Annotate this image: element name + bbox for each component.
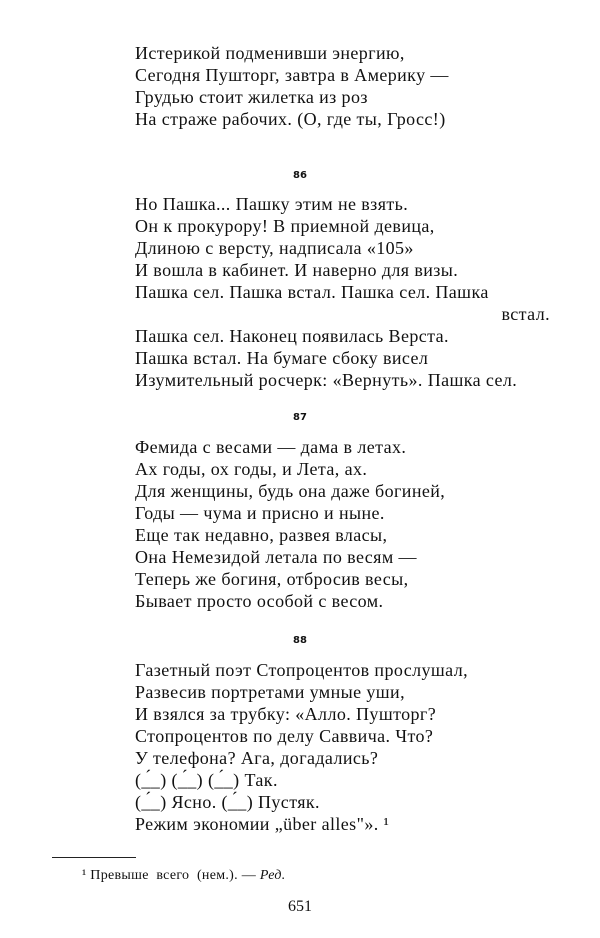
section-number: 88 bbox=[293, 635, 307, 646]
section-number: 86 bbox=[293, 170, 307, 181]
verse-line: Грудью стоит жилетка из роз bbox=[135, 87, 368, 107]
stanza-top bbox=[135, 42, 550, 130]
verse-line: Истерикой подменивши энергию, bbox=[135, 43, 405, 63]
verse-line: Изумительный росчерк: «Вернуть». Пашка сел. bbox=[135, 370, 518, 390]
verse-line: Для женщины, будь она даже богиней, bbox=[135, 481, 446, 501]
footnote-text: ¹ Превыше всего (нем.). — bbox=[82, 868, 260, 883]
footnote bbox=[82, 868, 286, 884]
stanza-86 bbox=[135, 193, 550, 391]
verse-line: И взялся за трубку: «Алло. Пушторг? bbox=[135, 704, 437, 724]
verse-line: На страже рабочих. (О, где ты, Гросс!) bbox=[135, 109, 446, 129]
verse-line: Пашка сел. Пашка встал. Пашка сел. Пашка bbox=[135, 282, 489, 302]
verse-line: Стопроцентов по делу Саввича. Что? bbox=[135, 726, 434, 746]
verse-line: (_́_) (_́_) (_́_) Так. bbox=[135, 770, 278, 790]
verse-line: Развесив портретами умные уши, bbox=[135, 682, 405, 702]
verse-line: Она Немезидой летала по весям — bbox=[135, 547, 417, 567]
verse-line: Он к прокурору! В приемной девица, bbox=[135, 216, 435, 236]
verse-line: И вошла в кабинет. И наверно для визы. bbox=[135, 260, 459, 280]
verse-line: Бывает просто особой с весом. bbox=[135, 591, 384, 611]
verse-line-continuation: встал. bbox=[501, 304, 550, 324]
section-number: 87 bbox=[293, 412, 307, 423]
verse-line: Пашка встал. На бумаге сбоку висел bbox=[135, 348, 429, 368]
verse-line: Пашка сел. Наконец появилась Верста. bbox=[135, 326, 449, 346]
verse-line: Теперь же богиня, отбросив весы, bbox=[135, 569, 409, 589]
stanza-88 bbox=[135, 659, 550, 835]
verse-line: Но Пашка... Пашку этим не взять. bbox=[135, 194, 409, 214]
verse-line: Режим экономии „über alles"». ¹ bbox=[135, 814, 390, 834]
stanza-87 bbox=[135, 436, 550, 612]
verse-line: Газетный поэт Стопроцентов прослушал, bbox=[135, 660, 468, 680]
verse-line: У телефона? Ага, догадались? bbox=[135, 748, 379, 768]
verse-line: Сегодня Пушторг, завтра в Америку — bbox=[135, 65, 449, 85]
page-number: 651 bbox=[288, 898, 312, 915]
verse-line: Ах годы, ох годы, и Лета, ах. bbox=[135, 459, 368, 479]
verse-line: Годы — чума и присно и ныне. bbox=[135, 503, 385, 523]
footnote-divider bbox=[52, 857, 136, 858]
verse-line: Фемида с весами — дама в летах. bbox=[135, 437, 407, 457]
verse-line: Еще так недавно, развея власы, bbox=[135, 525, 388, 545]
verse-line: (_́_) Ясно. (_́_) Пустяк. bbox=[135, 792, 320, 812]
footnote-source: Ред. bbox=[259, 868, 286, 883]
verse-line: Длиною с версту, надписала «105» bbox=[135, 238, 414, 258]
